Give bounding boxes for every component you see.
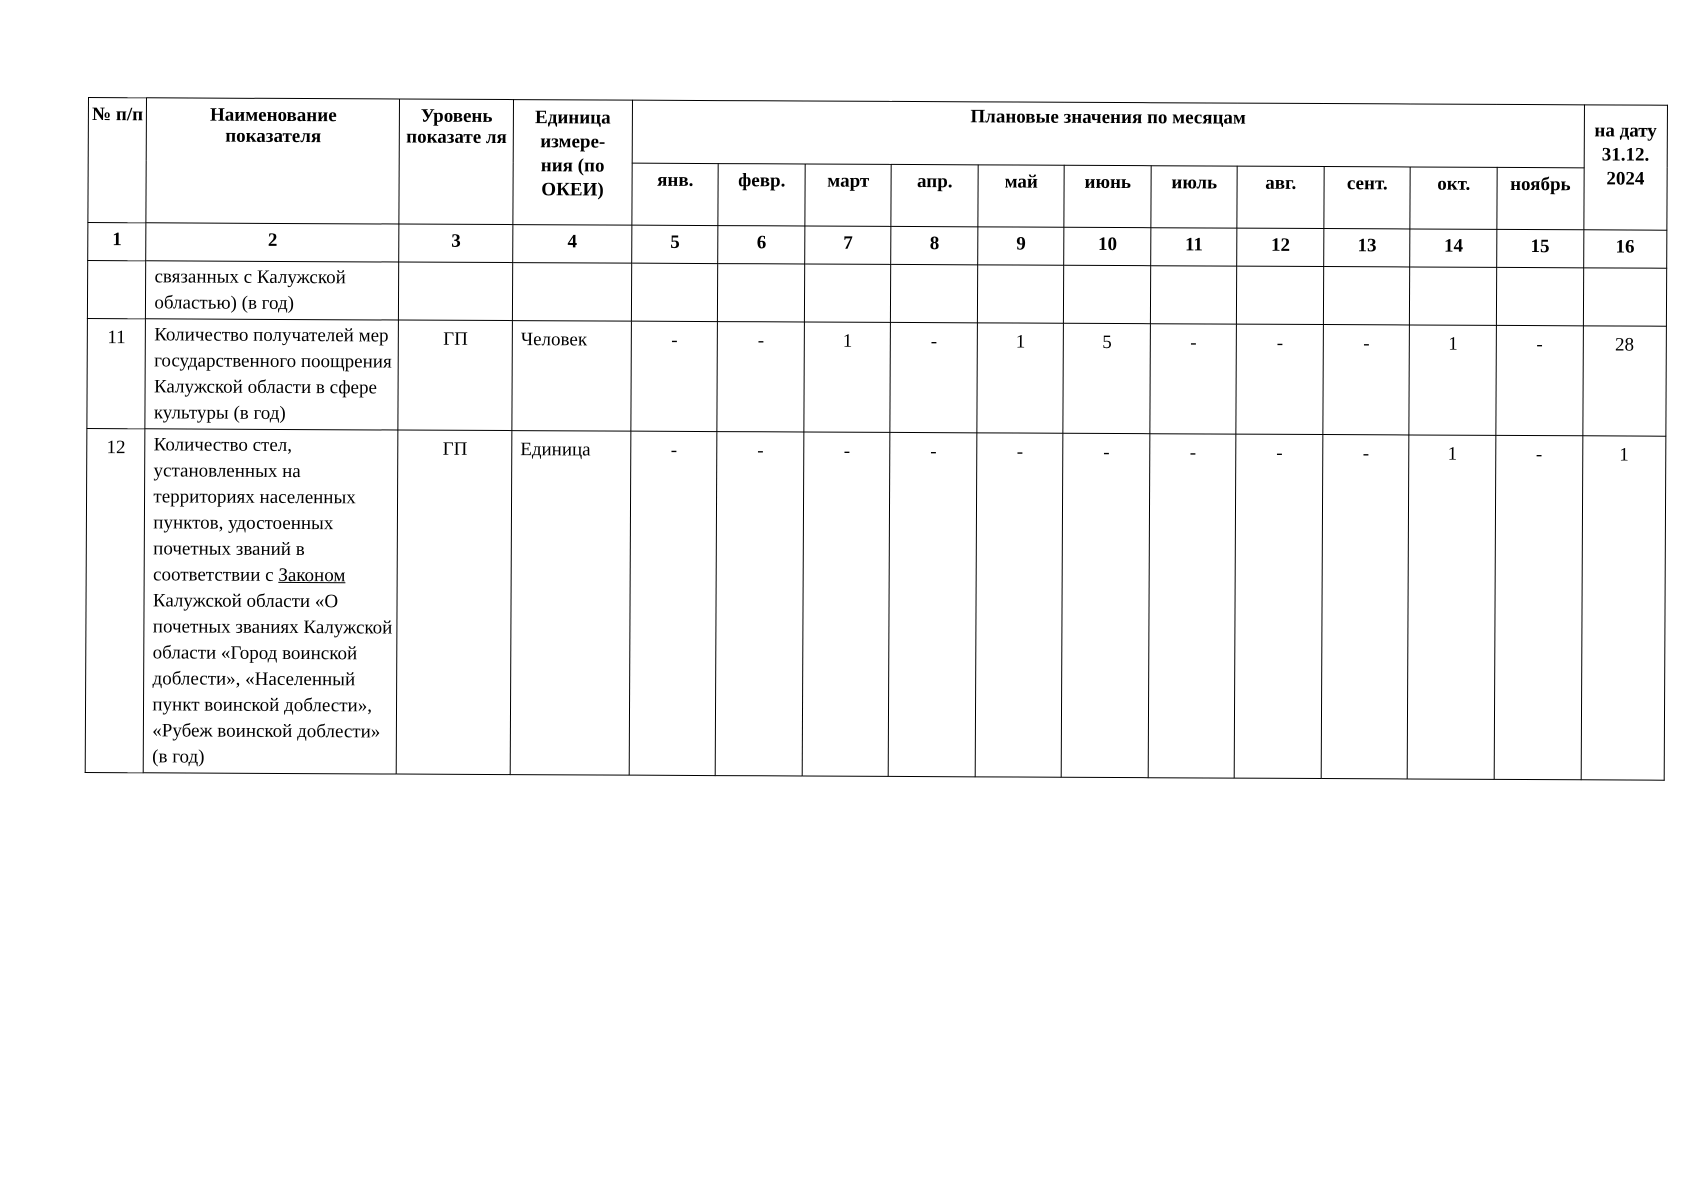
column-number: 2 [146, 223, 399, 262]
row-level: ГП [398, 320, 512, 431]
header-level: Уровень показате ля [399, 99, 513, 225]
row-month-value: - [1148, 434, 1236, 778]
row-num [87, 261, 146, 319]
row-month-value: - [631, 321, 718, 431]
row-month-value [1150, 266, 1237, 324]
indicator-table-sheet [85, 97, 1668, 781]
row-month-value: - [1321, 435, 1409, 779]
row-indicator-name-start: Количество стел, установленных на территориях населенных пунктов, удостоенных почетных званий в соответствии с [153, 434, 356, 586]
row-level: ГП [397, 430, 512, 775]
row-month-value [1496, 267, 1583, 325]
header-name: Наименование показателя [146, 98, 400, 224]
row-end-value [1583, 268, 1667, 326]
planned-values-table [85, 97, 1668, 781]
row-month-value [1064, 265, 1151, 323]
column-number: 7 [805, 226, 892, 264]
row-month-value: - [1236, 324, 1323, 434]
row-month-value [718, 264, 805, 322]
header-month-may: май [978, 164, 1065, 227]
row-month-value [977, 265, 1064, 323]
row-end-value: 1 [1581, 436, 1666, 780]
column-number: 13 [1324, 229, 1411, 267]
row-month-value: 1 [1409, 325, 1496, 435]
column-number: 9 [978, 227, 1065, 265]
row-month-value: - [1150, 324, 1237, 434]
header-planned-values-group: Плановые значения по месяцам [632, 100, 1584, 167]
column-number: 3 [399, 224, 513, 263]
row-month-value: - [889, 432, 977, 776]
row-num: 11 [87, 318, 146, 428]
row-month-value: - [975, 433, 1063, 777]
table-row-11 [87, 318, 1667, 436]
column-number: 11 [1151, 228, 1238, 266]
header-unit: Единица измере- ния (по ОКЕИ) [513, 100, 633, 226]
column-number: 10 [1064, 227, 1151, 265]
row-month-value [891, 264, 978, 322]
row-month-value: - [1496, 325, 1583, 435]
row-indicator-name-end: Калужской области «О почетных званиях Калужской области «Город воинской доблести», «Населенный пункт воинской доблести», «Рубеж воинской доблести» (в год) [152, 590, 393, 768]
row-num: 12 [85, 428, 145, 772]
row-month-value: - [716, 432, 804, 776]
row-month-value: 1 [804, 322, 891, 432]
header-month-jan: янв. [632, 163, 719, 226]
row-month-value [1410, 267, 1497, 325]
row-level [399, 262, 513, 321]
column-number: 12 [1237, 228, 1324, 266]
row-month-value [1323, 267, 1410, 325]
header-num: № п/п [88, 98, 147, 223]
row-month-value [804, 264, 891, 322]
row-month-value [631, 263, 718, 321]
column-number: 6 [718, 226, 805, 264]
row-indicator-name: связанных с Калужской областью) (в год) [146, 261, 399, 320]
row-unit: Единица [510, 431, 631, 776]
table-row-12 [85, 428, 1666, 780]
row-month-value: 1 [977, 323, 1064, 433]
column-number: 5 [632, 225, 719, 263]
row-unit: Человек [512, 321, 631, 432]
column-number: 15 [1497, 229, 1584, 267]
row-indicator-name: Количество получателей мер государственного поощрения Калужской области в сфере культуры (в год) [145, 319, 399, 430]
row-month-value: - [802, 432, 890, 776]
header-month-nov: ноябрь [1497, 167, 1584, 230]
row-month-value: - [1235, 434, 1323, 778]
table-row-continuation [87, 261, 1666, 327]
header-month-oct: окт. [1410, 166, 1497, 229]
header-end-date: на дату 31.12. 2024 [1583, 105, 1667, 230]
row-month-value: - [890, 322, 977, 432]
header-month-jun: июнь [1064, 165, 1151, 228]
column-number: 8 [891, 226, 978, 264]
law-link[interactable]: Законом [278, 564, 346, 587]
row-month-value: - [1323, 325, 1410, 435]
row-month-value: - [717, 322, 804, 432]
row-end-value: 28 [1582, 326, 1666, 436]
row-month-value [1237, 266, 1324, 324]
header-month-jul: июль [1151, 165, 1238, 228]
column-number: 16 [1583, 230, 1667, 268]
row-month-value: - [629, 431, 717, 775]
header-month-mar: март [805, 164, 892, 227]
header-month-aug: авг. [1237, 166, 1324, 229]
header-row [88, 98, 1667, 168]
header-month-apr: апр. [891, 164, 978, 227]
row-indicator-name [144, 429, 399, 774]
row-unit [512, 263, 631, 322]
column-number: 14 [1410, 229, 1497, 267]
row-month-value: - [1494, 435, 1582, 779]
row-month-value: 1 [1408, 435, 1496, 779]
header-month-sep: сент. [1324, 166, 1411, 229]
column-number: 4 [513, 225, 632, 264]
header-month-feb: февр. [718, 163, 805, 226]
column-number: 1 [88, 223, 147, 261]
row-month-value: 5 [1063, 323, 1150, 433]
row-month-value: - [1062, 433, 1150, 777]
